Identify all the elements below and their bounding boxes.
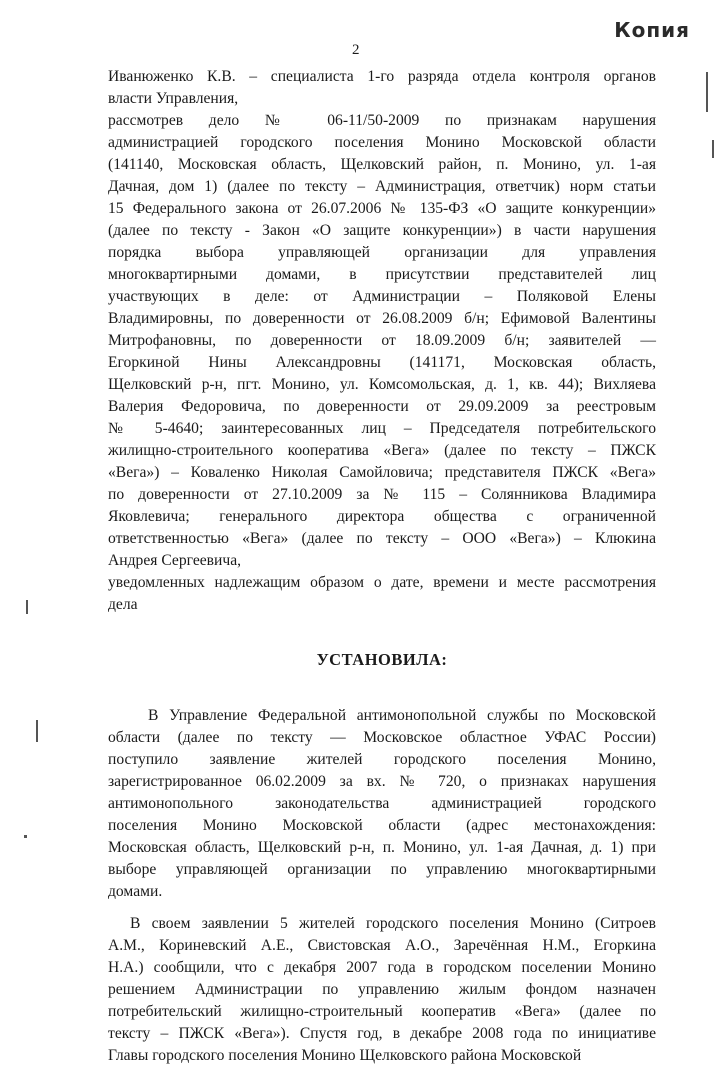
text-line: Владимировны, по доверенности от 26.08.2009 б/н; Ефимовой Валентины [108, 310, 656, 327]
text-line: Егоркиной Нины Александровны (141171, Московская область, [108, 354, 656, 371]
text-line: жилищно-строительного кооператива «Вега» (далее по тексту – ПЖСК [108, 442, 656, 459]
text-line: тексту – ПЖСК «Вега»). Спустя год, в декабре 2008 года по инициативе [108, 1025, 656, 1042]
scan-mark [706, 72, 708, 112]
scan-mark [26, 600, 28, 614]
text-line: (далее по тексту - Закон «О защите конкуренции») в части нарушения [108, 222, 656, 239]
scan-mark [36, 720, 38, 742]
participants-section [108, 66, 656, 616]
text-line: по доверенности от 27.10.2009 за № 115 – Солянникова Владимира [108, 486, 656, 503]
text-line: № 5-4640; заинтересованных лиц – Председателя потребительского [108, 420, 656, 437]
text-line: Яковлевича; генерального директора общества с ограниченной [108, 508, 656, 525]
text-line: власти Управления, [108, 90, 239, 107]
text-line: дела [108, 596, 138, 613]
text-line: выборе управляющей организации по управлению многоквартирными [108, 861, 656, 878]
text-line: А.М., Кориневский А.Е., Свистовская А.О., Заречённая Н.М., Егоркина [108, 937, 656, 954]
text-line: Дачная, дом 1) (далее по тексту – Администрация, ответчик) норм статьи [108, 178, 656, 195]
paragraph-complaint [108, 705, 656, 903]
paragraph-residents [108, 913, 656, 1067]
text-line: поселения Монино Московской области (адрес местонахождения: [108, 817, 656, 834]
text-line: ответственностью «Вега» (далее по тексту – ООО «Вега») – Клюкина [108, 530, 656, 547]
text-line: Валерия Федоровича, по доверенности от 29.09.2009 за реестровым [108, 398, 656, 415]
text-line: решением Администрации по управлению жилым фондом назначен [108, 981, 656, 998]
scan-mark [712, 140, 714, 158]
text-line: участвующих в деле: от Администрации – Поляковой Елены [108, 288, 656, 305]
text-line: 15 Федерального закона от 26.07.2006 № 135-ФЗ «О защите конкуренции» [108, 200, 656, 217]
text-line: В своем заявлении 5 жителей городского поселения Монино (Ситроев [130, 915, 656, 932]
text-line: зарегистрированное 06.02.2009 за вх. № 720, о признаках нарушения [108, 773, 656, 790]
text-line: Главы городского поселения Монино Щелковского района Московской [108, 1047, 582, 1064]
text-line: Н.А.) сообщили, что с декабря 2007 года в городском поселении Монино [108, 959, 656, 976]
text-line: Московская область, Щелковский р-н, п. Монино, ул. 1-ая Дачная, д. 1) при [108, 839, 656, 856]
text-line: Митрофановны, по доверенности от 18.09.2009 б/н; заявителей — [108, 332, 656, 349]
section-heading: УСТАНОВИЛА: [316, 650, 448, 669]
page-number: 2 [352, 42, 360, 58]
text-line: В Управление Федеральной антимонопольной службы по Московской [148, 707, 656, 724]
scan-mark [24, 835, 27, 838]
text-line: администрацией городского поселения Монино Московской области [108, 134, 656, 151]
text-line: многоквартирными домами, в присутствии представителей лиц [108, 266, 656, 283]
text-line: антимонопольного законодательства администрацией городского [108, 795, 656, 812]
text-line: области (далее по тексту — Московское областное УФАС России) [108, 729, 656, 746]
text-line: потребительский жилищно-строительный кооператив «Вега» (далее по [108, 1003, 656, 1020]
text-line: рассмотрев дело № 06-11/50-2009 по признакам нарушения [108, 112, 656, 129]
document-body [108, 66, 656, 1067]
text-line: уведомленных надлежащим образом о дате, времени и месте рассмотрения [108, 574, 656, 591]
text-line: Андрея Сергеевича, [108, 552, 242, 569]
text-line: порядка выбора управляющей организации для управления [108, 244, 656, 261]
copy-stamp: Копия [614, 18, 690, 42]
text-line: (141140, Московская область, Щелковский район, п. Монино, ул. 1-ая [108, 156, 656, 173]
text-line: поступило заявление жителей городского поселения Монино, [108, 751, 656, 768]
text-line: «Вега») – Коваленко Николая Самойловича; представителя ПЖСК «Вега» [108, 464, 656, 481]
text-line: домами. [108, 883, 163, 900]
text-line: Щелковский р-н, пгт. Монино, ул. Комсомольская, д. 1, кв. 44); Вихляева [108, 376, 656, 393]
text-line: Иванюженко К.В. – специалиста 1-го разряда отдела контроля органов [108, 68, 656, 85]
